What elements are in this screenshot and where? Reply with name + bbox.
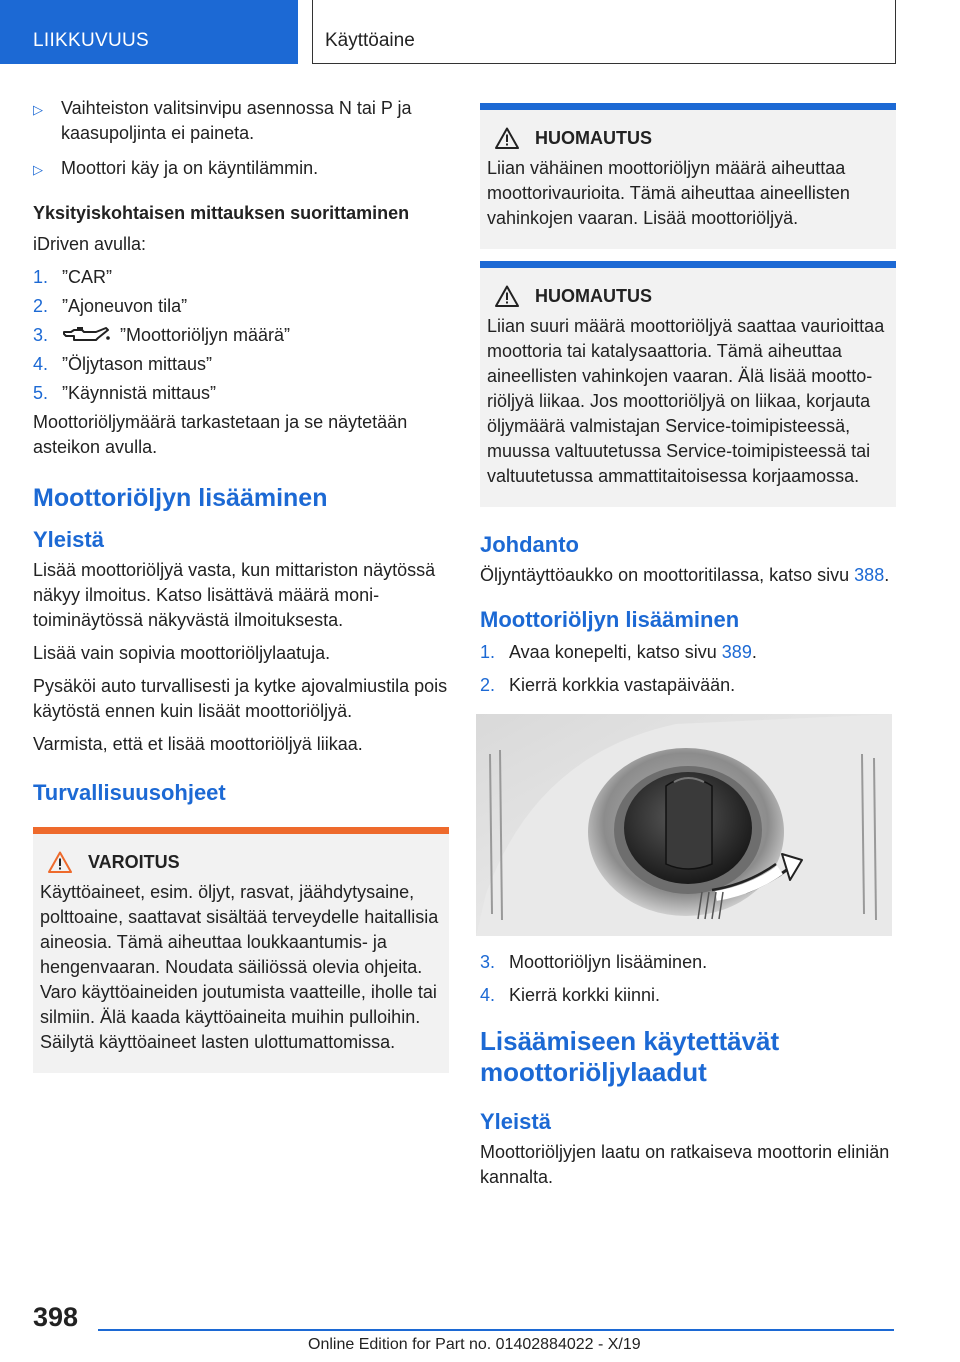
intro-text: Öljyntäyttöaukko on moottoritilassa, katso sivu 388.: [480, 565, 890, 585]
grades-text: Moottoriöljyjen laatu on ratkaiseva moottorin eliniän kannalta.: [480, 1142, 890, 1187]
left-column: [33, 96, 449, 1073]
list-item: 4. ”Öljytason mittaus”: [33, 354, 213, 374]
intro-heading: Johdanto: [480, 532, 579, 557]
grades-general-heading: Yleistä: [480, 1109, 551, 1134]
add-steps-list-continued: [480, 950, 896, 1008]
oil-can-icon: [62, 326, 110, 344]
list-item: 3. Moottoriöljyn lisääminen.: [480, 952, 708, 972]
list-item: ▷ Vaihteiston valitsinvipu asennossa N tai P ja kaasupoljinta ei paineta.: [33, 98, 412, 143]
footer-divider: [98, 1329, 894, 1331]
general-para: Lisää moottoriöljyä vasta, kun mittariston näytössä näkyy ilmoitus. Katso lisättävä määrä monitoiminäytössä näkyvästä ilmoituksesta.: [33, 560, 436, 630]
notice-box: [480, 261, 896, 507]
add-steps-list: [480, 640, 896, 698]
notice-title: HUOMAUTUS: [487, 126, 889, 150]
chapter-title: Käyttöaine: [312, 0, 896, 64]
notice-title: HUOMAUTUS: [487, 284, 889, 308]
detail-heading: Yksityiskohtaisen mittauksen suorittaminen: [33, 203, 410, 223]
list-item: 4. Kierrä korkki kiinni.: [480, 985, 661, 1005]
general-para: Varmista, että et lisää moottoriöljyä liikaa.: [33, 734, 363, 754]
oil-cap-photo: [476, 714, 892, 936]
general-heading: Yleistä: [33, 527, 104, 552]
list-item: 3. ”Moottoriöljyn määrä”: [33, 325, 291, 345]
warning-triangle-icon: [495, 285, 519, 307]
warning-text: Käyttöaineet, esim. öljyt, rasvat, jäähdytysaine, polttoaine, saattavat sisältää terveydelle haitallisia aineosia. Tämä aiheuttaa loukkaantumis- ja hengenvaaran. Noudata säiliössä olevia ohjeita. Varo käyttöaineiden joutumista vaatteille, iholle tai silmiin. Älä kaada käyttöaineita muihin pulloihin. Säilytä käyttöaineet lasten ulottumattomissa.: [40, 882, 439, 1052]
right-column: [480, 96, 896, 1190]
warning-box: [33, 827, 449, 1073]
general-para: Lisää vain sopivia moottoriöljylaatuja.: [33, 643, 331, 663]
triangle-bullet-icon: ▷: [33, 162, 43, 177]
edition-text: Online Edition for Part no. 01402884022 - X/19: [308, 1336, 641, 1353]
list-item: 1. Avaa konepelti, katso sivu 389.: [480, 642, 757, 662]
add-heading: Moottoriöljyn lisääminen: [480, 607, 740, 632]
notice-text: Liian vähäinen moottoriöljyn määrä aiheuttaa moottorivaurioita. Tämä aiheuttaa aineellisten vahinkojen vaaran. Lisää moottoriöljyä.: [487, 158, 850, 228]
notice-box: [480, 103, 896, 249]
page-link[interactable]: 388: [854, 565, 885, 585]
warning-triangle-icon: [495, 127, 519, 149]
condition-list: [33, 96, 449, 181]
triangle-bullet-icon: ▷: [33, 102, 43, 117]
list-item: ▷ Moottori käy ja on käyntilämmin.: [33, 156, 449, 181]
warning-triangle-icon: [48, 851, 72, 873]
idrive-label: iDriven avulla:: [33, 234, 147, 254]
warning-title: VAROITUS: [40, 850, 442, 874]
main-heading: Moottoriöljyn lisääminen: [33, 484, 328, 512]
general-para: Pysäköi auto turvallisesti ja kytke ajovalmiustila pois käytöstä ennen kuin lisäät moottoriöljyä.: [33, 676, 448, 721]
page-link[interactable]: 389: [721, 642, 752, 662]
section-tab: LIIKKUVUUS: [0, 0, 298, 64]
page-number: 398: [33, 1302, 79, 1332]
notice-text: Liian suuri määrä moottoriöljyä saattaa vaurioittaa moottoria tai katalysaattoria. Tämä aiheuttaa aineellisten vahinkojen vaaran. Älä lisää moottoriöljyä liikaa. Jos moottoriöljyä on liikaa, korjauta öljymäärä valmistajan Service-toimipisteessä, muussa valtuutetussa Service-toimipisteessä tai valtuutetussa ammattitaitoisessa korjaamossa.: [487, 316, 885, 486]
list-item: 1. ”CAR”: [33, 267, 112, 287]
steps-list: [33, 265, 449, 406]
steps-result: Moottoriöljymäärä tarkastetaan ja se näytetään asteikon avulla.: [33, 412, 408, 457]
page-header: [0, 0, 960, 66]
grades-heading: Lisäämiseen käytettävät moottoriöljylaadut: [480, 1026, 780, 1087]
list-item: 5. ”Käynnistä mittaus”: [33, 383, 217, 403]
list-item: 2. Kierrä korkkia vastapäivään.: [480, 675, 736, 695]
list-item: 2. ”Ajoneuvon tila”: [33, 296, 188, 316]
safety-heading: Turvallisuusohjeet: [33, 780, 226, 805]
